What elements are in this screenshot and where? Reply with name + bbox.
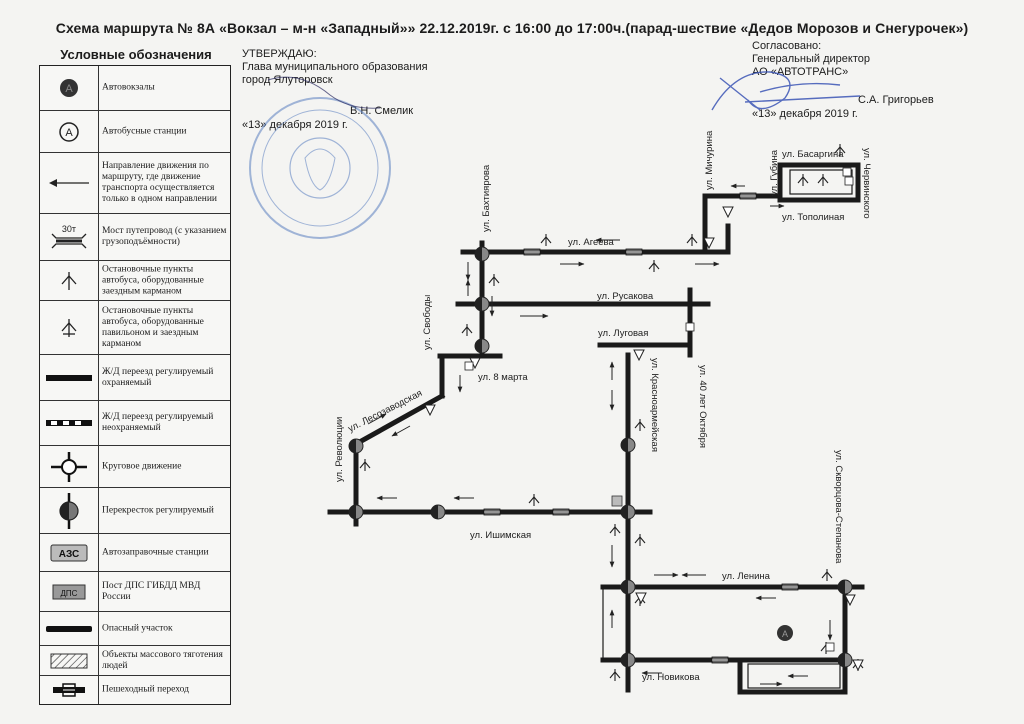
street-label: ул. 8 марта <box>478 372 528 383</box>
bus-stop-icon <box>635 419 645 431</box>
bus-stop-icon <box>649 260 659 272</box>
direction-arrows <box>368 186 830 684</box>
street-label: ул. Новикова <box>642 672 700 683</box>
svg-text:A: A <box>65 126 73 139</box>
approval-left-line1: Глава муниципального образования <box>242 61 428 73</box>
approval-left-date: «13» декабря 2019 г. <box>242 119 348 131</box>
approval-right-line1: Генеральный директор <box>752 53 870 65</box>
signature <box>712 72 860 110</box>
bus-stop-icon <box>360 459 370 471</box>
svg-text:АЗС: АЗС <box>58 548 80 560</box>
street-label: ул. Ишимская <box>470 530 532 541</box>
bus-station-sign-icon <box>634 350 644 360</box>
svg-text:A: A <box>781 629 789 639</box>
bus-stop-icon <box>489 274 499 286</box>
approval-left-line2: город Ялуторовск <box>242 74 333 86</box>
legend-label: Круговое движение <box>102 461 182 471</box>
street-label: ул. Губина <box>769 149 780 196</box>
intersection-bakhtiyarova-ageeva <box>475 247 489 261</box>
intersection-krasnoarmeyskaya-lenina <box>621 580 635 594</box>
street-label: ул. Мичурина <box>704 130 715 190</box>
bus-station-sign-icon <box>636 593 646 603</box>
crosswalk-gubina <box>740 193 756 199</box>
street-label: ул. Тополиная <box>782 212 845 223</box>
legend-label: Направление движения по маршруту, где движение транспорта осуществляется только в одном направлении <box>102 161 217 204</box>
approval-right-line2: АО «АВТОТРАНС» <box>752 66 849 78</box>
legend-label: Автовокзалы <box>102 82 155 93</box>
legend-label: Остановочные пункты автобуса, оборудованные заездным карманом <box>102 264 204 296</box>
legend-label: Опасный участок <box>102 623 173 633</box>
street-label: ул. Агеева <box>568 237 614 248</box>
street-label: ул. Красноармейская <box>649 358 660 452</box>
svg-text:ДПС: ДПС <box>60 588 78 598</box>
street-label: ул. Революции <box>334 416 345 482</box>
bus-stop-icon <box>462 324 472 336</box>
legend-label: Остановочные пункты автобуса, оборудованные павильоном и заездным карманом <box>102 305 204 349</box>
intersection-krasnoarmeyskaya <box>621 438 635 452</box>
intersection-skvortsova-lenina <box>838 580 852 594</box>
street-label: ул. Свободы <box>422 294 433 350</box>
legend-label: Перекресток регулируемый <box>102 505 214 515</box>
crosswalk-lenina <box>782 584 798 590</box>
legend-label: Ж/Д переезд регулируемый неохраняемый <box>102 412 214 433</box>
bus-stop-icon <box>822 569 832 581</box>
intersection-krasnoarmeyskaya-ishimskaya <box>621 505 635 519</box>
approval-right-date: «13» декабря 2019 г. <box>752 108 858 120</box>
crosswalk-ishimskaya-1 <box>484 509 500 515</box>
intersection-skvortsova-novikova <box>838 653 852 667</box>
legend-label: Автозаправочные станции <box>102 547 209 557</box>
crosswalk-ageeva-1 <box>524 249 540 255</box>
street-label: ул. Червинского <box>861 148 872 219</box>
bus-terminal-icon <box>777 625 793 641</box>
bus-stop-icon <box>635 534 645 546</box>
crosswalk-ishimskaya-2 <box>553 509 569 515</box>
crosswalk-ageeva-2 <box>626 249 642 255</box>
approval-right-name: С.А. Григорьев <box>858 94 934 106</box>
svg-text:30т: 30т <box>61 224 77 234</box>
intersection-bakhtiyarova-rusakova <box>475 297 489 311</box>
bus-stop-icon <box>818 174 828 186</box>
intersection-revolyutsii <box>349 439 363 453</box>
crosswalk-novikova <box>712 657 728 663</box>
bus-stop-icon <box>687 234 697 246</box>
legend-label: Автобусные станции <box>102 126 187 136</box>
svg-text:A: A <box>65 83 73 95</box>
official-stamp <box>250 98 390 238</box>
approval-left-name: В.Н. Смелик <box>350 105 414 117</box>
legend-label: Пост ДПС ГИБДД МВД России <box>102 580 201 602</box>
bus-stop-icon <box>610 669 620 681</box>
legend-label: Пешеходный переход <box>102 684 189 695</box>
legend-label: Объекты массового тяготения людей <box>102 649 223 671</box>
street-label: ул. Басаргина <box>782 149 844 160</box>
legend-heading: Условные обозначения <box>60 47 212 62</box>
street-label: ул. Лесозаводская <box>346 387 425 435</box>
bus-stop-icon <box>610 524 620 536</box>
legend-label: Мост путепровод (с указанием грузоподъёмности) <box>102 226 227 247</box>
bus-station-sign-icon <box>723 207 733 217</box>
bus-stop-icon <box>798 174 808 186</box>
street-label: ул. Скворцова-Степанова <box>833 450 844 564</box>
bus-stop-icon <box>529 494 539 506</box>
intersection-bakhtiyarova-8marta <box>475 339 489 353</box>
police-post-marker <box>612 496 622 506</box>
intersection-revolyutsii-ishimskaya <box>349 505 363 519</box>
approval-left-heading: УТВЕРЖДАЮ: <box>242 48 317 60</box>
street-label: ул. Луговая <box>598 328 649 339</box>
street-label: ул. Ленина <box>722 571 770 582</box>
approval-right-heading: Согласовано: <box>752 40 822 52</box>
bus-station-sign-icon <box>425 405 435 415</box>
street-label: ул. 40 лет Октября <box>697 365 708 448</box>
legend-label: Ж/Д переезд регулируемый охраняемый <box>102 366 214 388</box>
bus-station-sign-icon <box>853 660 863 670</box>
intersection-krasnoarmeyskaya-novikova <box>621 653 635 667</box>
street-label: ул. Русакова <box>597 291 654 302</box>
intersection-ishimskaya <box>431 505 445 519</box>
street-label: ул. Бахтиярова <box>481 164 492 232</box>
page-title: Схема маршрута № 8А «Вокзал – м-н «Западный»» 22.12.2019г. с 16:00 до 17:00ч.(парад-шествие «Дедов Морозов и Снегурочек») <box>55 20 969 36</box>
bus-stop-icon <box>541 234 551 246</box>
